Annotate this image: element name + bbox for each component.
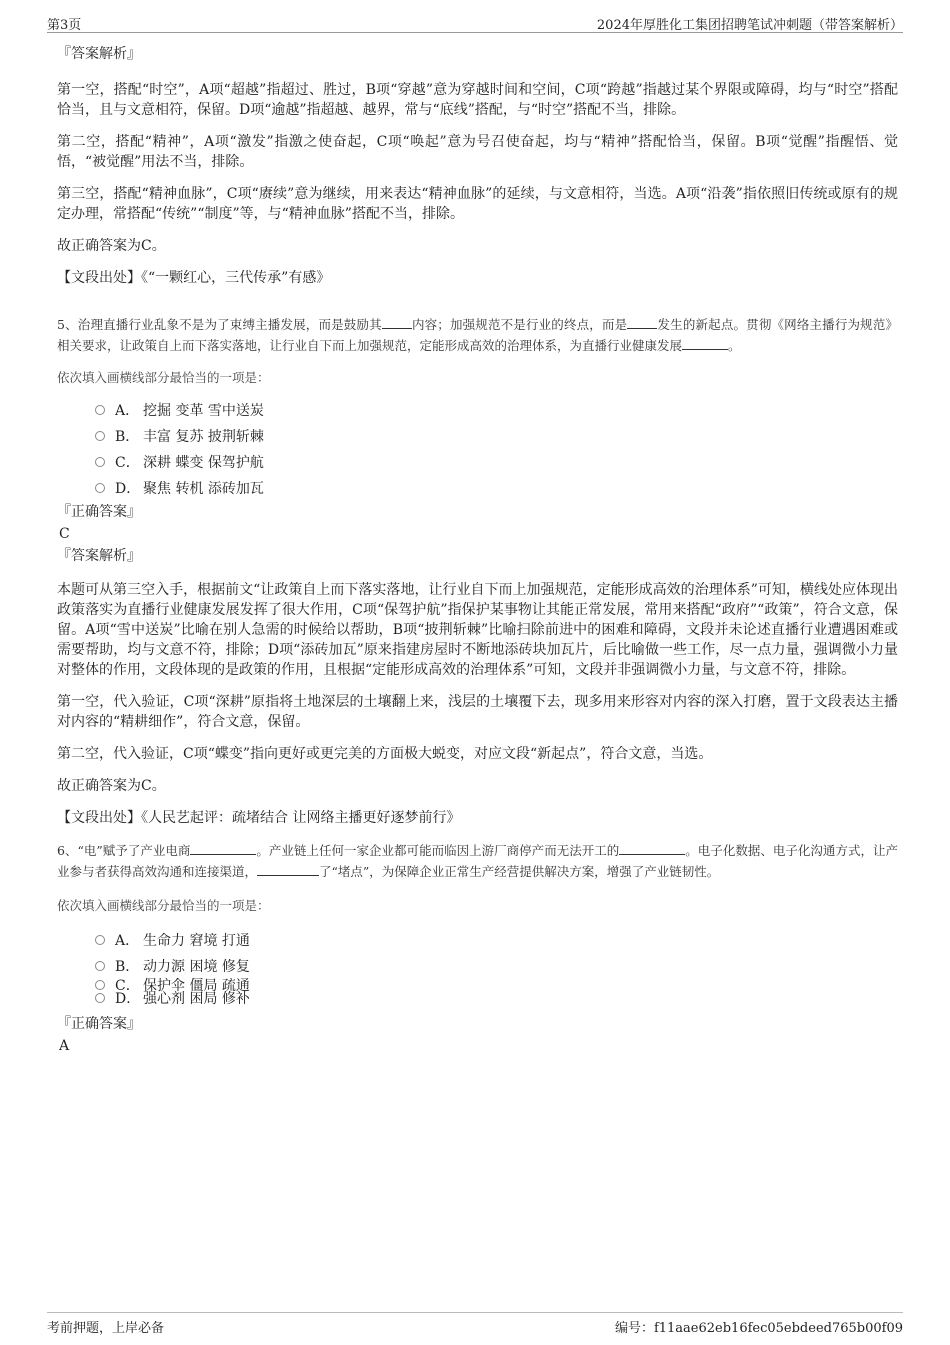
radio-icon[interactable] bbox=[95, 457, 105, 467]
q5-correct-answer: C bbox=[59, 526, 70, 542]
q4-conclusion: 故正确答案为C。 bbox=[57, 238, 166, 254]
q4-analysis-p1: 第一空，搭配“时空”，A项“超越”指超过、胜过，B项“穿越”意为穿越时间和空间，C项“跨越”指越过某个界限或障碍，均与“时空”搭配恰当，且与文意相符，保留。D项“逾越”指超越、越界，常与“底线”搭配，与“时空”搭配不当，排除。 bbox=[57, 82, 898, 118]
radio-icon[interactable] bbox=[95, 483, 105, 493]
q5-options bbox=[95, 398, 898, 502]
page-footer bbox=[47, 1312, 903, 1335]
q5-option-d[interactable]: D． 聚焦 转机 添砖加瓦 bbox=[95, 476, 898, 502]
radio-icon[interactable] bbox=[95, 935, 105, 945]
q4-analysis-p2: 第二空，搭配“精神”，A项“激发”指激之使奋起，C项“唤起”意为号召使奋起，均与“精神”搭配恰当，保留。B项“觉醒”指醒悟、觉悟，“被觉醒”用法不当，排除。 bbox=[57, 134, 898, 170]
q5-analysis-label: 『答案解析』 bbox=[57, 548, 141, 564]
q6-prompt: 依次填入画横线部分最恰当的一项是： bbox=[57, 898, 270, 913]
document-code: 编号：f11aae62eb16fec05ebdeed765b00f09 bbox=[614, 1321, 903, 1336]
q6-correct-answer: A bbox=[59, 1038, 70, 1054]
q5-analysis-p3: 第二空，代入验证，C项“蝶变”指向更好或更完美的方面极大蜕变，对应文段“新起点”，符合文意，当选。 bbox=[57, 746, 713, 762]
q4-analysis-label: 『答案解析』 bbox=[57, 46, 141, 62]
q6-question: 6、“电”赋予了产业电商 。产业链上任何一家企业都可能而临因上游厂商停产而无法开工的 。电子化数据、电子化沟通方式，让产业参与者获得高效沟通和连接渠道， 了“堵点”，为保障企业正常生产经营提供解决方案，增强了产业链韧性。 bbox=[57, 843, 898, 879]
q5-analysis-p1: 本题可从第三空入手，根据前文“让政策自上而下落实落地，让行业自下而上加强规范，定能形成高效的治理体系”可知，横线处应体现出政策落实为直播行业健康发展发挥了很大作用，C项“保驾护航”指保护某事物让其能正常发展，常用来搭配“政府”“政策”，符合文意，保留。A项“雪中送炭”比喻在别人急需的时候给以帮助，B项“披荆斩棘”比喻扫除前进中的困难和障碍，文段并未论述直播行业遭遇困难或需要帮助，均与文意不符，排除；D项“添砖加瓦”原来指建房屋时不断地添砖块加瓦片，后比喻做一些工作，尽一点力量，强调微小力量对整体的作用，文段体现的是政策的作用，且根据“定能形成高效的治理体系”可知，文段并非强调微小力量，与文意不符，排除。 bbox=[57, 582, 898, 678]
document-title: 2024年厚胜化工集团招聘笔试冲刺题（带答案解析） bbox=[596, 18, 903, 33]
q5-question: 5、治理直播行业乱象不是为了束缚主播发展，而是鼓励其 内容；加强规范不是行业的终点，而是 发生的新起点。贯彻《网络主播行为规范》相关要求，让政策自上而下落实落地，让行业自下而上加强规范，定能形成高效的治理体系，为直播行业健康发展 。 bbox=[57, 317, 898, 353]
page-body bbox=[57, 44, 898, 1058]
q5-analysis-p2: 第一空，代入验证，C项“深耕”原指将土地深层的土壤翻上来，浅层的土壤覆下去，现多用来形容对内容的深入打磨，置于文段表达主播对内容的“精耕细作”，符合文意，保留。 bbox=[57, 694, 898, 730]
q4-analysis-p3: 第三空，搭配“精神血脉”，C项“赓续”意为继续，用来表达“精神血脉”的延续，与文意相符，当选。A项“沿袭”指依照旧传统或原有的规定办理，常搭配“传统”“制度”等，与“精神血脉”搭配不当，排除。 bbox=[57, 186, 898, 222]
q6-option-b[interactable]: B． 动力源 困境 修复 bbox=[95, 954, 898, 980]
q5-source: 【文段出处】《人民艺起评：疏堵结合 让网络主播更好逐梦前行》 bbox=[57, 810, 461, 826]
radio-icon[interactable] bbox=[95, 431, 105, 441]
footer-slogan: 考前押题，上岸必备 bbox=[47, 1321, 165, 1336]
page-number: 第3页 bbox=[47, 18, 82, 33]
radio-icon[interactable] bbox=[95, 961, 105, 971]
page-header bbox=[47, 12, 903, 33]
radio-icon[interactable] bbox=[95, 980, 105, 990]
radio-icon[interactable] bbox=[95, 405, 105, 415]
q5-option-c[interactable]: C． 深耕 蝶变 保驾护航 bbox=[95, 450, 898, 476]
q5-conclusion: 故正确答案为C。 bbox=[57, 778, 166, 794]
q5-option-a[interactable]: A． 挖掘 变革 雪中送炭 bbox=[95, 398, 898, 424]
q5-correct-label: 『正确答案』 bbox=[57, 504, 141, 520]
q6-option-a[interactable]: A． 生命力 窘境 打通 bbox=[95, 928, 898, 954]
q6-options bbox=[95, 928, 898, 1006]
q6-option-d[interactable]: D． 强心剂 困局 修补 bbox=[95, 993, 898, 1006]
q4-source: 【文段出处】《“一颗红心，三代传承”有感》 bbox=[57, 270, 331, 286]
q5-option-b[interactable]: B． 丰富 复苏 披荆斩棘 bbox=[95, 424, 898, 450]
radio-icon[interactable] bbox=[95, 993, 105, 1003]
q6-correct-label: 『正确答案』 bbox=[57, 1016, 141, 1032]
q5-prompt: 依次填入画横线部分最恰当的一项是： bbox=[57, 370, 270, 385]
q6-option-c[interactable]: C． 保护伞 僵局 疏通 bbox=[95, 980, 898, 993]
